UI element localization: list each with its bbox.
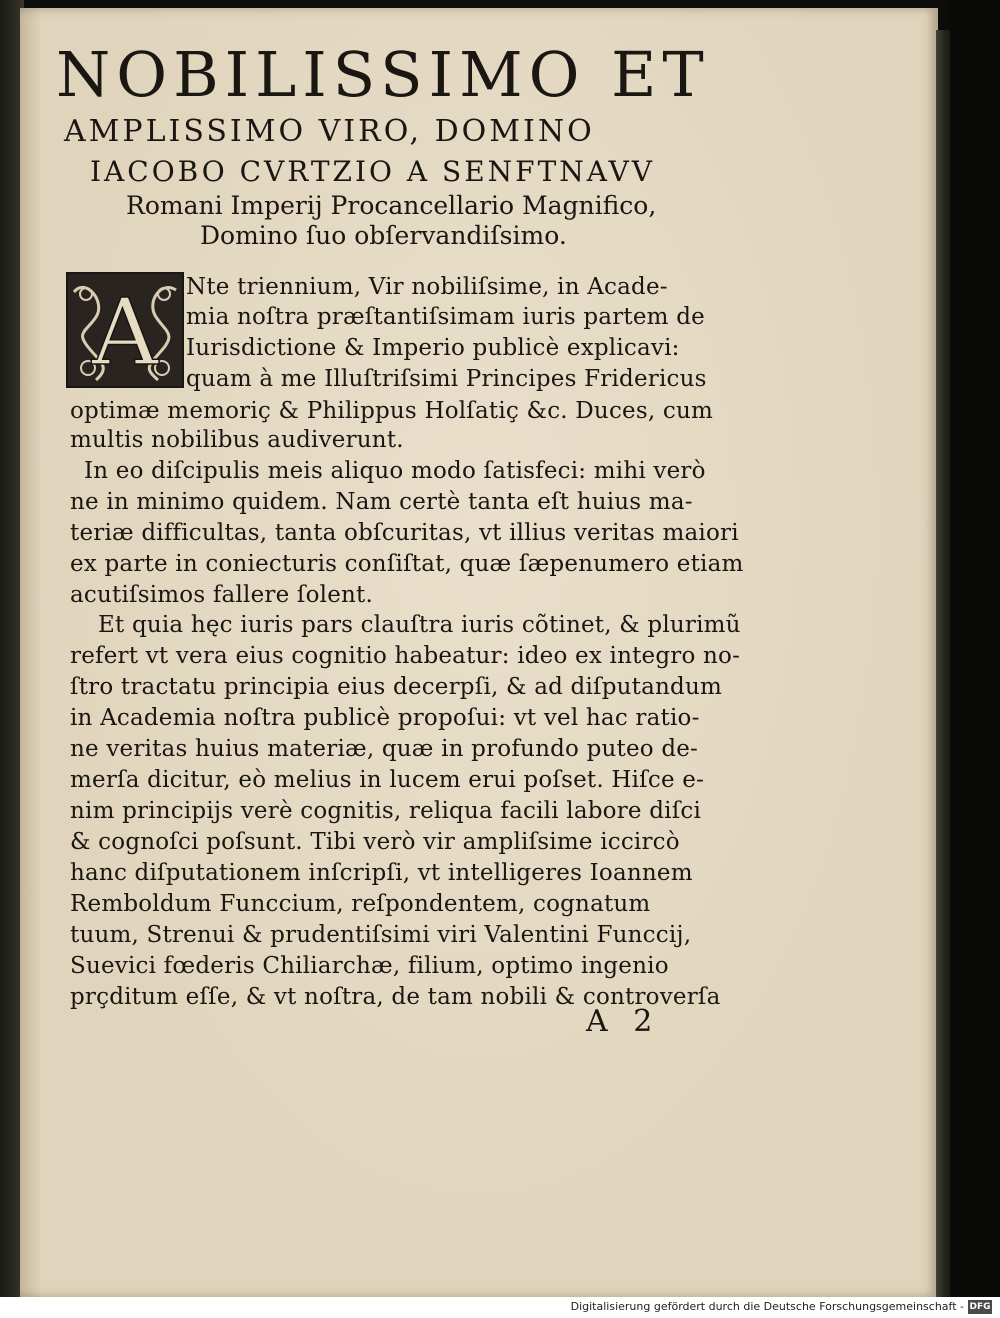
- body-line: acutiſsimos fallere ſolent.: [70, 582, 374, 608]
- body-line: optimæ memoriç & Philippus Holſatiç &c. Duces, cum: [70, 398, 713, 424]
- body-line: quam à me Illuſtriſsimi Principes Fridericus: [186, 366, 707, 392]
- body-line: hanc diſputationem inſcripſi, vt intelligeres Ioannem: [70, 860, 693, 886]
- signature-mark: A 2: [586, 1004, 661, 1039]
- body-line: nim principijs verè cognitis, reliqua facili labore diſci: [70, 798, 702, 824]
- heading-line-1: NOBILISSIMO ET: [56, 38, 710, 111]
- body-line: teriæ difficultas, tanta obſcuritas, vt illius veritas maiori: [70, 520, 739, 546]
- heading-line-4: Romani Imperij Procancellario Magnifico,: [126, 191, 657, 220]
- body-line: Iurisdictione & Imperio publicè explicavi:: [186, 335, 680, 361]
- body-line: prçditum eſſe, & vt noſtra, de tam nobili & controverſa: [70, 984, 721, 1010]
- body-line: Remboldum Funccium, reſpondentem, cognatum: [70, 891, 651, 917]
- body-line: ſtro tractatu principia eius decerpſi, & ad diſputandum: [70, 674, 722, 700]
- body-line: Suevici fœderis Chiliarchæ, filium, optimo ingenio: [70, 953, 669, 979]
- body-line: in Academia noſtra publicè propoſui: vt vel hac ratio-: [70, 705, 700, 731]
- body-line: & cognoſci poſsunt. Tibi verò vir ampliſsime iccircò: [70, 829, 680, 855]
- body-line: ex parte in coniecturis conſiſtat, quæ ſæpenumero etiam: [70, 551, 744, 577]
- heading-line-3: IACOBO CVRTZIO A SENFTNAVV: [90, 155, 656, 188]
- body-line: Nte triennium, Vir nobiliſsime, in Acade-: [186, 274, 668, 300]
- dfg-logo: DFG: [969, 1302, 991, 1312]
- body-line: refert vt vera eius cognitio habeatur: ideo ex integro no-: [70, 643, 741, 669]
- body-line: multis nobilibus audiverunt.: [70, 427, 404, 453]
- funding-credit: Digitalisierung gefördert durch die Deutsche Forschungsgemeinschaft -: [570, 1300, 964, 1313]
- body-line: merſa dicitur, eò melius in lucem erui poſset. Hiſce e-: [70, 767, 705, 793]
- initial-letter-glyph: A: [91, 279, 159, 386]
- body-line: ne in minimo quidem. Nam certè tanta eſt huius ma-: [70, 489, 693, 515]
- body-line: Et quia hęc iuris pars clauſtra iuris cõtinet, & plurimũ: [98, 612, 741, 638]
- body-line: mia noſtra præſtantiſsimam iuris partem de: [186, 304, 705, 330]
- decorated-initial-letter: [66, 272, 184, 388]
- book-board-right: [950, 0, 1000, 1297]
- body-line: ne veritas huius materiæ, quæ in profundo puteo de-: [70, 736, 699, 762]
- body-line: tuum, Strenui & prudentiſsimi viri Valentini Funccij,: [70, 922, 692, 948]
- heading-line-5: Domino ſuo obſervandiſsimo.: [200, 221, 567, 250]
- heading-line-2: AMPLISSIMO VIRO, DOMINO: [64, 114, 595, 149]
- body-line: In eo diſcipulis meis aliquo modo ſatisfeci: mihi verò: [84, 458, 706, 484]
